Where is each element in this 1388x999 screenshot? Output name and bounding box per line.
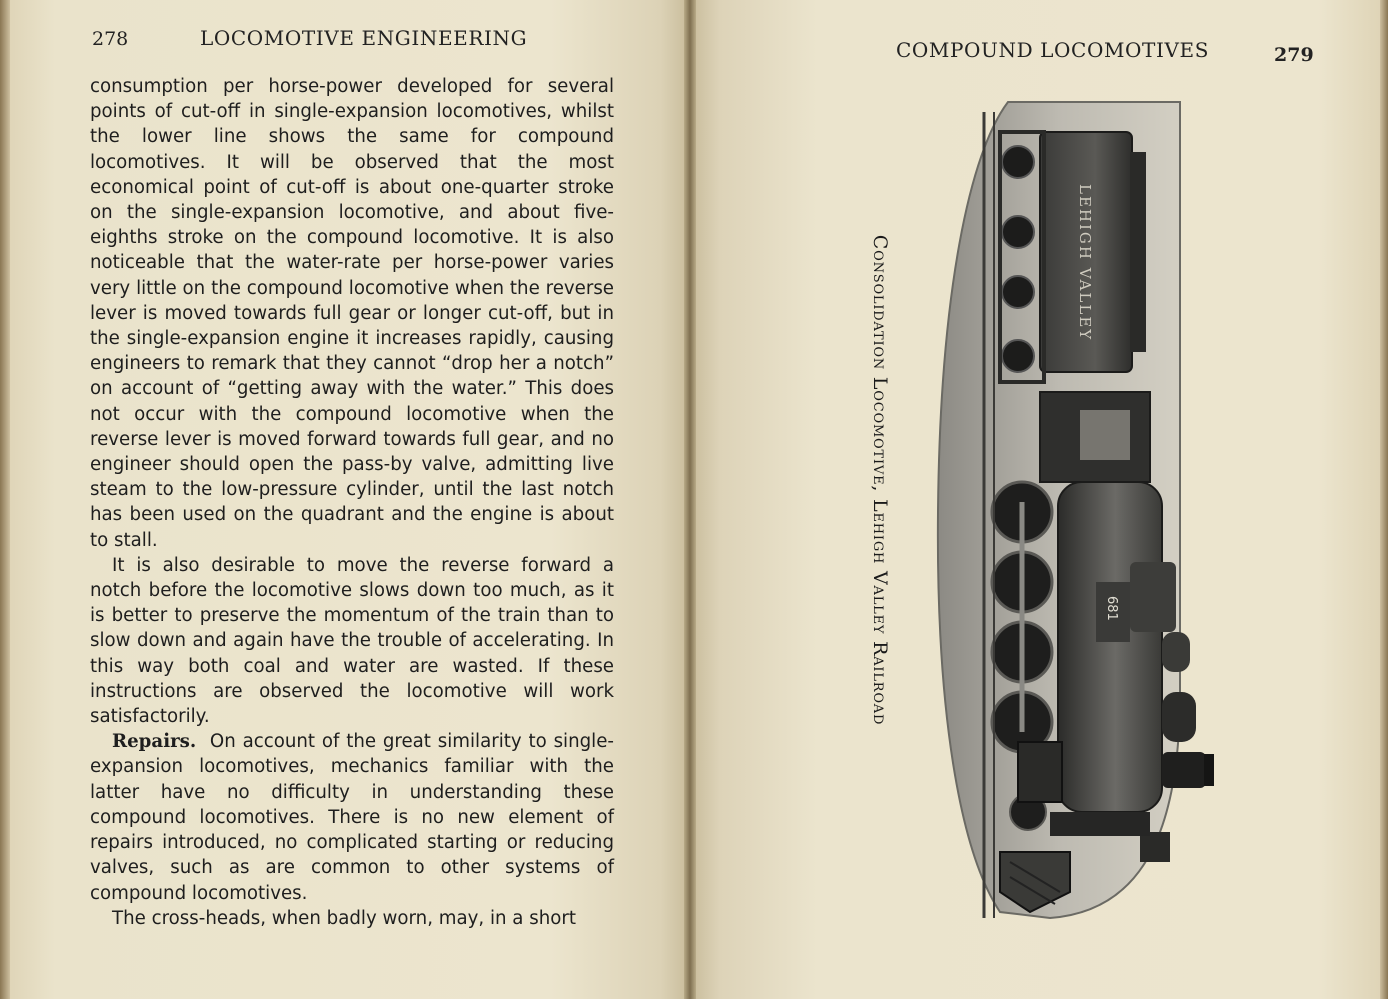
smokestack xyxy=(1162,752,1206,788)
paragraph: It is also desirable to move the reverse forward a notch before the locomotive slows down too much, as it is better to preserve the momentum of the train than to slow down and again have the trouble of accelerating. In this way both coal and water are wasted. If these instructions are observed the locomotive will work satisfactorily. xyxy=(90,554,614,728)
repairs-paragraph xyxy=(90,729,614,905)
left-page-number: 278 xyxy=(92,28,129,50)
page-edge-right xyxy=(1380,0,1388,999)
right-page-number: 279 xyxy=(1274,44,1314,66)
illustration-caption: Consolidation Locomotive, Lehigh Valley Railroad xyxy=(869,234,891,726)
tender-wheel xyxy=(1002,340,1034,372)
right-running-head: COMPOUND LOCOMOTIVES xyxy=(896,38,1210,62)
boiler-group xyxy=(1050,482,1214,862)
cab-group xyxy=(1040,392,1150,482)
boiler xyxy=(1058,482,1162,812)
repairs-heading: Repairs. xyxy=(112,731,197,753)
left-page xyxy=(0,0,688,999)
engine-number: 681 xyxy=(1104,596,1119,621)
sand-dome xyxy=(1162,632,1190,672)
cylinder xyxy=(1018,742,1062,802)
locomotive-illustration xyxy=(930,92,1350,922)
repairs-text: On account of the great similarity to single-expansion locomotives, mechanics familiar with the latter have no difficulty in understanding these compound locomotives. There is no new element of repairs introduced, no complicated starting or reducing valves, such as are common to other systems of compound locomotives. xyxy=(90,731,614,904)
paragraph: The cross-heads, when badly worn, may, in a short xyxy=(112,907,576,929)
tender-lettering: LEHIGH VALLEY xyxy=(1076,184,1094,342)
left-running-head: LOCOMOTIVE ENGINEERING xyxy=(200,26,528,50)
tender-wheel xyxy=(1002,216,1034,248)
left-body-text xyxy=(90,74,614,931)
steam-dome xyxy=(1162,692,1196,742)
smokebox-front xyxy=(1050,812,1150,836)
page-edge-left xyxy=(0,0,10,999)
tender-wheel xyxy=(1002,146,1034,178)
book-gutter xyxy=(684,0,696,999)
paragraph: consumption per horse-power developed for several points of cut-off in single-expansion locomotives, whilst the lower line shows the same for compound locomotives. It will be observed that the most economical point of cut-off is about one-quarter stroke on the single-expansion locomotive, and about five-eighths stroke on the compound locomotive. It is also noticeable that the water-rate per horse-power varies very little on the compound locomotive when the reverse lever is moved towards full gear or longer cut-off, but in the single-expansion engine it increases rapidly, causing engineers to remark that they cannot “drop her a notch” on account of “getting away with the water.” This does not occur with the compound locomotive when the reverse lever is moved forward towards full gear, and no engineer should open the pass-by valve, admitting live steam to the low-pressure cylinder, until the last notch has been used on the quadrant and the engine is about to stall. xyxy=(90,76,614,551)
headlight xyxy=(1140,832,1170,862)
tender-wheel xyxy=(1002,276,1034,308)
